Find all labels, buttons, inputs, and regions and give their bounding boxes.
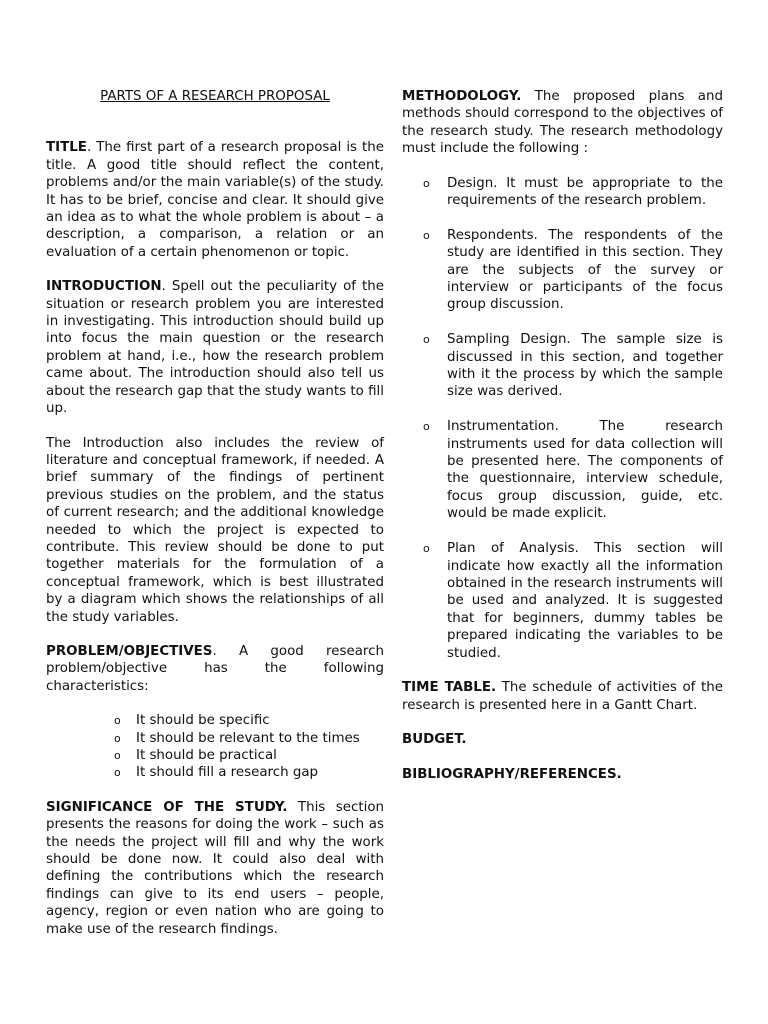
- bullet-icon: o: [423, 333, 430, 347]
- bibliography-heading: BIBLIOGRAPHY/REFERENCES.: [402, 766, 622, 782]
- introduction-text: . Spell out the peculiarity of the situation or research problem you are interested in investigating. This introduction should build up into focus the main question or the research problem at hand, i.e., how the research problem came about. The introduction should also tell us about the research gap that the study wants to fill up.: [46, 279, 384, 417]
- time-table-text: The schedule of activities of the research is presented here in a Gantt Chart.: [402, 680, 723, 713]
- list-item: o It should be practical: [114, 748, 277, 763]
- list-item: o Respondents. The respondents of the study are identified in this section. They are the subjects of the survey or interview or participants of the focus group discussion.: [423, 227, 723, 313]
- introduction-heading: INTRODUCTION: [46, 279, 162, 295]
- bullet-icon: o: [423, 420, 430, 434]
- list-item: o Design. It must be appropriate to the requirements of the research problem.: [423, 175, 723, 209]
- left-column: [46, 88, 384, 938]
- bullet-icon: o: [114, 731, 121, 745]
- bullet-icon: o: [423, 176, 430, 190]
- list-item: o Instrumentation. The research instruments used for data collection will be presented here. The components of the questionnaire, interview schedule, focus group discussion, guide, etc. would be made explicit.: [423, 419, 723, 522]
- title-text: . The first part of a research proposal is the title. A good title should reflect the content, problems and/or the main variable(s) of the study. It has to be brief, concise and clear. It should give an idea as to what the whole problem is about – a description, a comparison, a relation or an evaluation of a certain phenomenon or topic.: [46, 140, 384, 260]
- methodology-list: [402, 175, 723, 662]
- list-item: o It should be specific: [114, 713, 270, 729]
- budget-heading: BUDGET.: [402, 732, 467, 748]
- document-title: PARTS OF A RESEARCH PROPOSAL: [100, 89, 330, 104]
- bullet-icon: o: [114, 714, 121, 728]
- bullet-icon: o: [423, 228, 430, 242]
- right-column: [402, 88, 723, 783]
- bullet-icon: o: [114, 766, 121, 780]
- significance-text: This section presents the reasons for doing the work – such as the needs the project will fill and why the work should be done now. It could also deal with defining the contributions which the research findings can give to its end users – people, agency, region or even nation who are going to make use of the research findings.: [46, 799, 384, 937]
- list-item: o It should fill a research gap: [114, 765, 319, 781]
- bullet-icon: o: [423, 542, 430, 556]
- methodology-heading: METHODOLOGY.: [402, 89, 522, 104]
- list-item: o Plan of Analysis. This section will indicate how exactly all the information obtained in the research instruments will be used and analyzed. It is suggested that for beginners, dummy tables be prepared indicating the variables to be studied.: [423, 541, 723, 661]
- time-table-heading: TIME TABLE.: [402, 680, 497, 696]
- bullet-icon: o: [114, 749, 121, 762]
- problem-list: [46, 712, 384, 782]
- methodology-text: The proposed plans and methods should correspond to the objectives of the research study. The research methodology must include the following :: [402, 89, 723, 157]
- list-item: o Sampling Design. The sample size is discussed in this section, and together with it the process by which the sample size was derived.: [423, 332, 723, 400]
- problem-text: . A good research problem/objective has the following characteristics:: [46, 643, 384, 694]
- time-table-section: [402, 679, 723, 714]
- problem-heading: PROBLEM/OBJECTIVES: [46, 643, 213, 659]
- budget-section: [402, 731, 723, 748]
- significance-section: [46, 799, 384, 938]
- methodology-section: [402, 88, 723, 158]
- significance-heading: SIGNIFICANCE OF THE STUDY.: [46, 799, 288, 815]
- bibliography-section: [402, 766, 723, 783]
- introduction-section: [46, 278, 384, 417]
- introduction-paragraph-2: The Introduction also includes the review of literature and conceptual framework, if needed. A brief summary of the findings of pertinent previous studies on the problem, and the status of current research; and the additional knowledge needed to which the project is expected to contribute. This review should be done to put together materials for the formulation of a conceptual framework, which is best illustrated by a diagram which shows the relationships of all the study variables.: [46, 435, 384, 625]
- problem-section: [46, 643, 384, 695]
- list-item: o It should be relevant to the times: [114, 730, 360, 746]
- title-section: [46, 139, 384, 261]
- title-heading: TITLE: [46, 140, 87, 156]
